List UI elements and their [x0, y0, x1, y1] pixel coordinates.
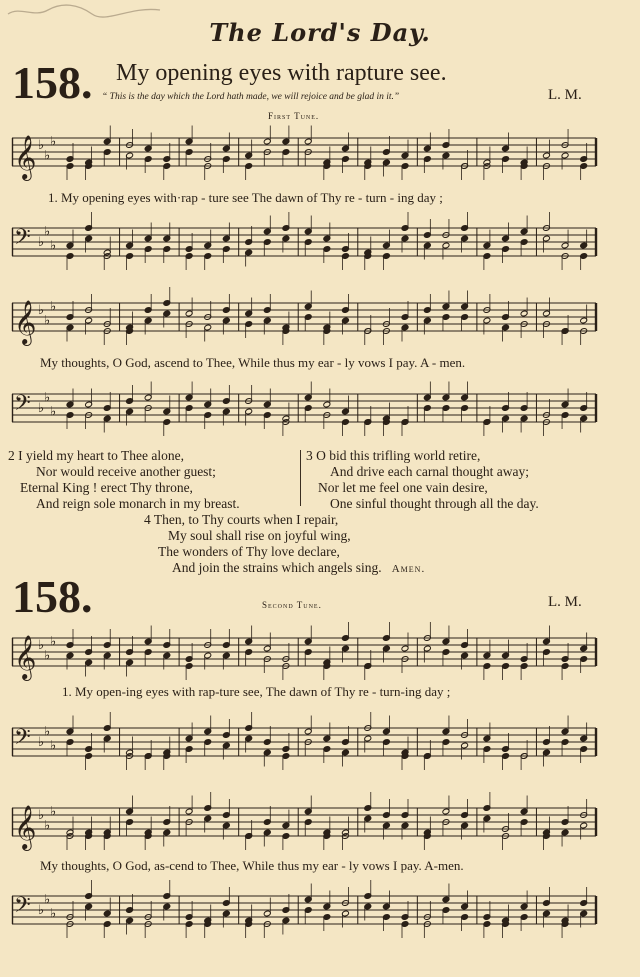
svg-text:♭: ♭ [38, 808, 45, 823]
treble-staff-3 [12, 630, 596, 680]
hymn-meter: L. M. [548, 594, 582, 610]
hymn-number: 158. [12, 57, 93, 108]
treble-clef-icon: 𝄞 [14, 135, 37, 179]
verse-line: My soul shall rise on joyful wing, [168, 528, 351, 543]
column-divider [300, 450, 301, 506]
svg-text:♭: ♭ [38, 401, 45, 416]
svg-text:♭: ♭ [44, 892, 51, 908]
hymn-number: 158. [12, 571, 93, 622]
svg-text:♭: ♭ [50, 906, 57, 922]
bass-clef-icon: 𝄢 [14, 391, 31, 421]
verse-line: And join the strains which angels sing. [172, 560, 382, 575]
bass-clef-icon: 𝄢 [14, 893, 31, 923]
svg-text:♭: ♭ [50, 299, 57, 315]
hymn-meter: L. M. [548, 87, 582, 103]
hymn-first-line: My opening eyes with rapture see. [116, 60, 447, 86]
lyric-line: My thoughts, O God, as-cend to Thee, While thus my ear - ly vows I pay. A-men. [40, 858, 464, 873]
svg-text:♭: ♭ [44, 313, 51, 329]
treble-staff-1 [12, 130, 596, 180]
treble-clef-icon: 𝄞 [14, 300, 37, 344]
verse-line: Eternal King ! erect Thy throne, [20, 480, 193, 495]
svg-text:♭: ♭ [50, 634, 57, 650]
svg-text:♭: ♭ [50, 738, 57, 754]
svg-text:♭: ♭ [38, 903, 45, 918]
svg-text:♭: ♭ [50, 134, 57, 150]
verse-line: Nor would receive another guest; [36, 464, 216, 479]
hymn-epigraph: “ This is the day which the Lord hath made, we will rejoice and be glad in it.” [102, 92, 400, 102]
svg-text:♭: ♭ [50, 238, 57, 254]
svg-text:♭: ♭ [38, 638, 45, 653]
lyric-line: My thoughts, O God, ascend to Thee, While thus my ear - ly vows I pay. A - men. [40, 355, 466, 370]
verse-line: 3 O bid this trifling world retire, [306, 448, 481, 463]
svg-text:♭: ♭ [44, 648, 51, 664]
svg-text:♭: ♭ [44, 724, 51, 740]
bass-staff-1 [12, 220, 596, 270]
amen-label: Amen. [391, 563, 426, 575]
verse-4 [144, 512, 425, 577]
svg-text:♭: ♭ [44, 148, 51, 164]
treble-staff-2 [12, 295, 596, 345]
bass-staff-2 [12, 386, 596, 436]
svg-text:♭: ♭ [44, 224, 51, 240]
svg-text:♭: ♭ [50, 404, 57, 420]
treble-staff-4 [12, 800, 596, 850]
verse-line: And reign sole monarch in my breast. [36, 496, 240, 511]
bass-clef-icon: 𝄢 [14, 225, 31, 255]
verse-line: Nor let me feel one vain desire, [318, 480, 488, 495]
verse-line: One sinful thought through all the day. [330, 496, 539, 511]
svg-text:♭: ♭ [50, 804, 57, 820]
bass-clef-icon: 𝄢 [14, 725, 31, 755]
tune-label: Second Tune. [262, 600, 322, 610]
tune-label: First Tune. [268, 111, 320, 121]
verse-line: And drive each carnal thought away; [330, 464, 530, 479]
bass-staff-3 [12, 720, 596, 770]
svg-text:♭: ♭ [44, 818, 51, 834]
page-header: The Lord's Day. [209, 18, 431, 47]
lyric-line: 1. My opening eyes with·rap - ture see The dawn of Thy re - turn - ing day ; [48, 190, 443, 205]
svg-text:♭: ♭ [38, 138, 45, 153]
svg-text:♭: ♭ [38, 303, 45, 318]
svg-text:♭: ♭ [44, 390, 51, 406]
lyric-line: 1. My open-ing eyes with rap-ture see, The dawn of Thy re - turn-ing day ; [62, 684, 451, 699]
verse-3 [306, 448, 539, 512]
svg-text:♭: ♭ [38, 235, 45, 250]
verse-2 [8, 448, 240, 512]
treble-clef-icon: 𝄞 [14, 805, 37, 849]
verse-line: 2 I yield my heart to Thee alone, [8, 448, 184, 463]
verse-line: 4 Then, to Thy courts when I repair, [144, 512, 339, 527]
verse-line: The wonders of Thy love declare, [158, 544, 340, 559]
bass-staff-4 [12, 888, 596, 938]
svg-text:♭: ♭ [38, 735, 45, 750]
treble-clef-icon: 𝄞 [14, 635, 37, 679]
